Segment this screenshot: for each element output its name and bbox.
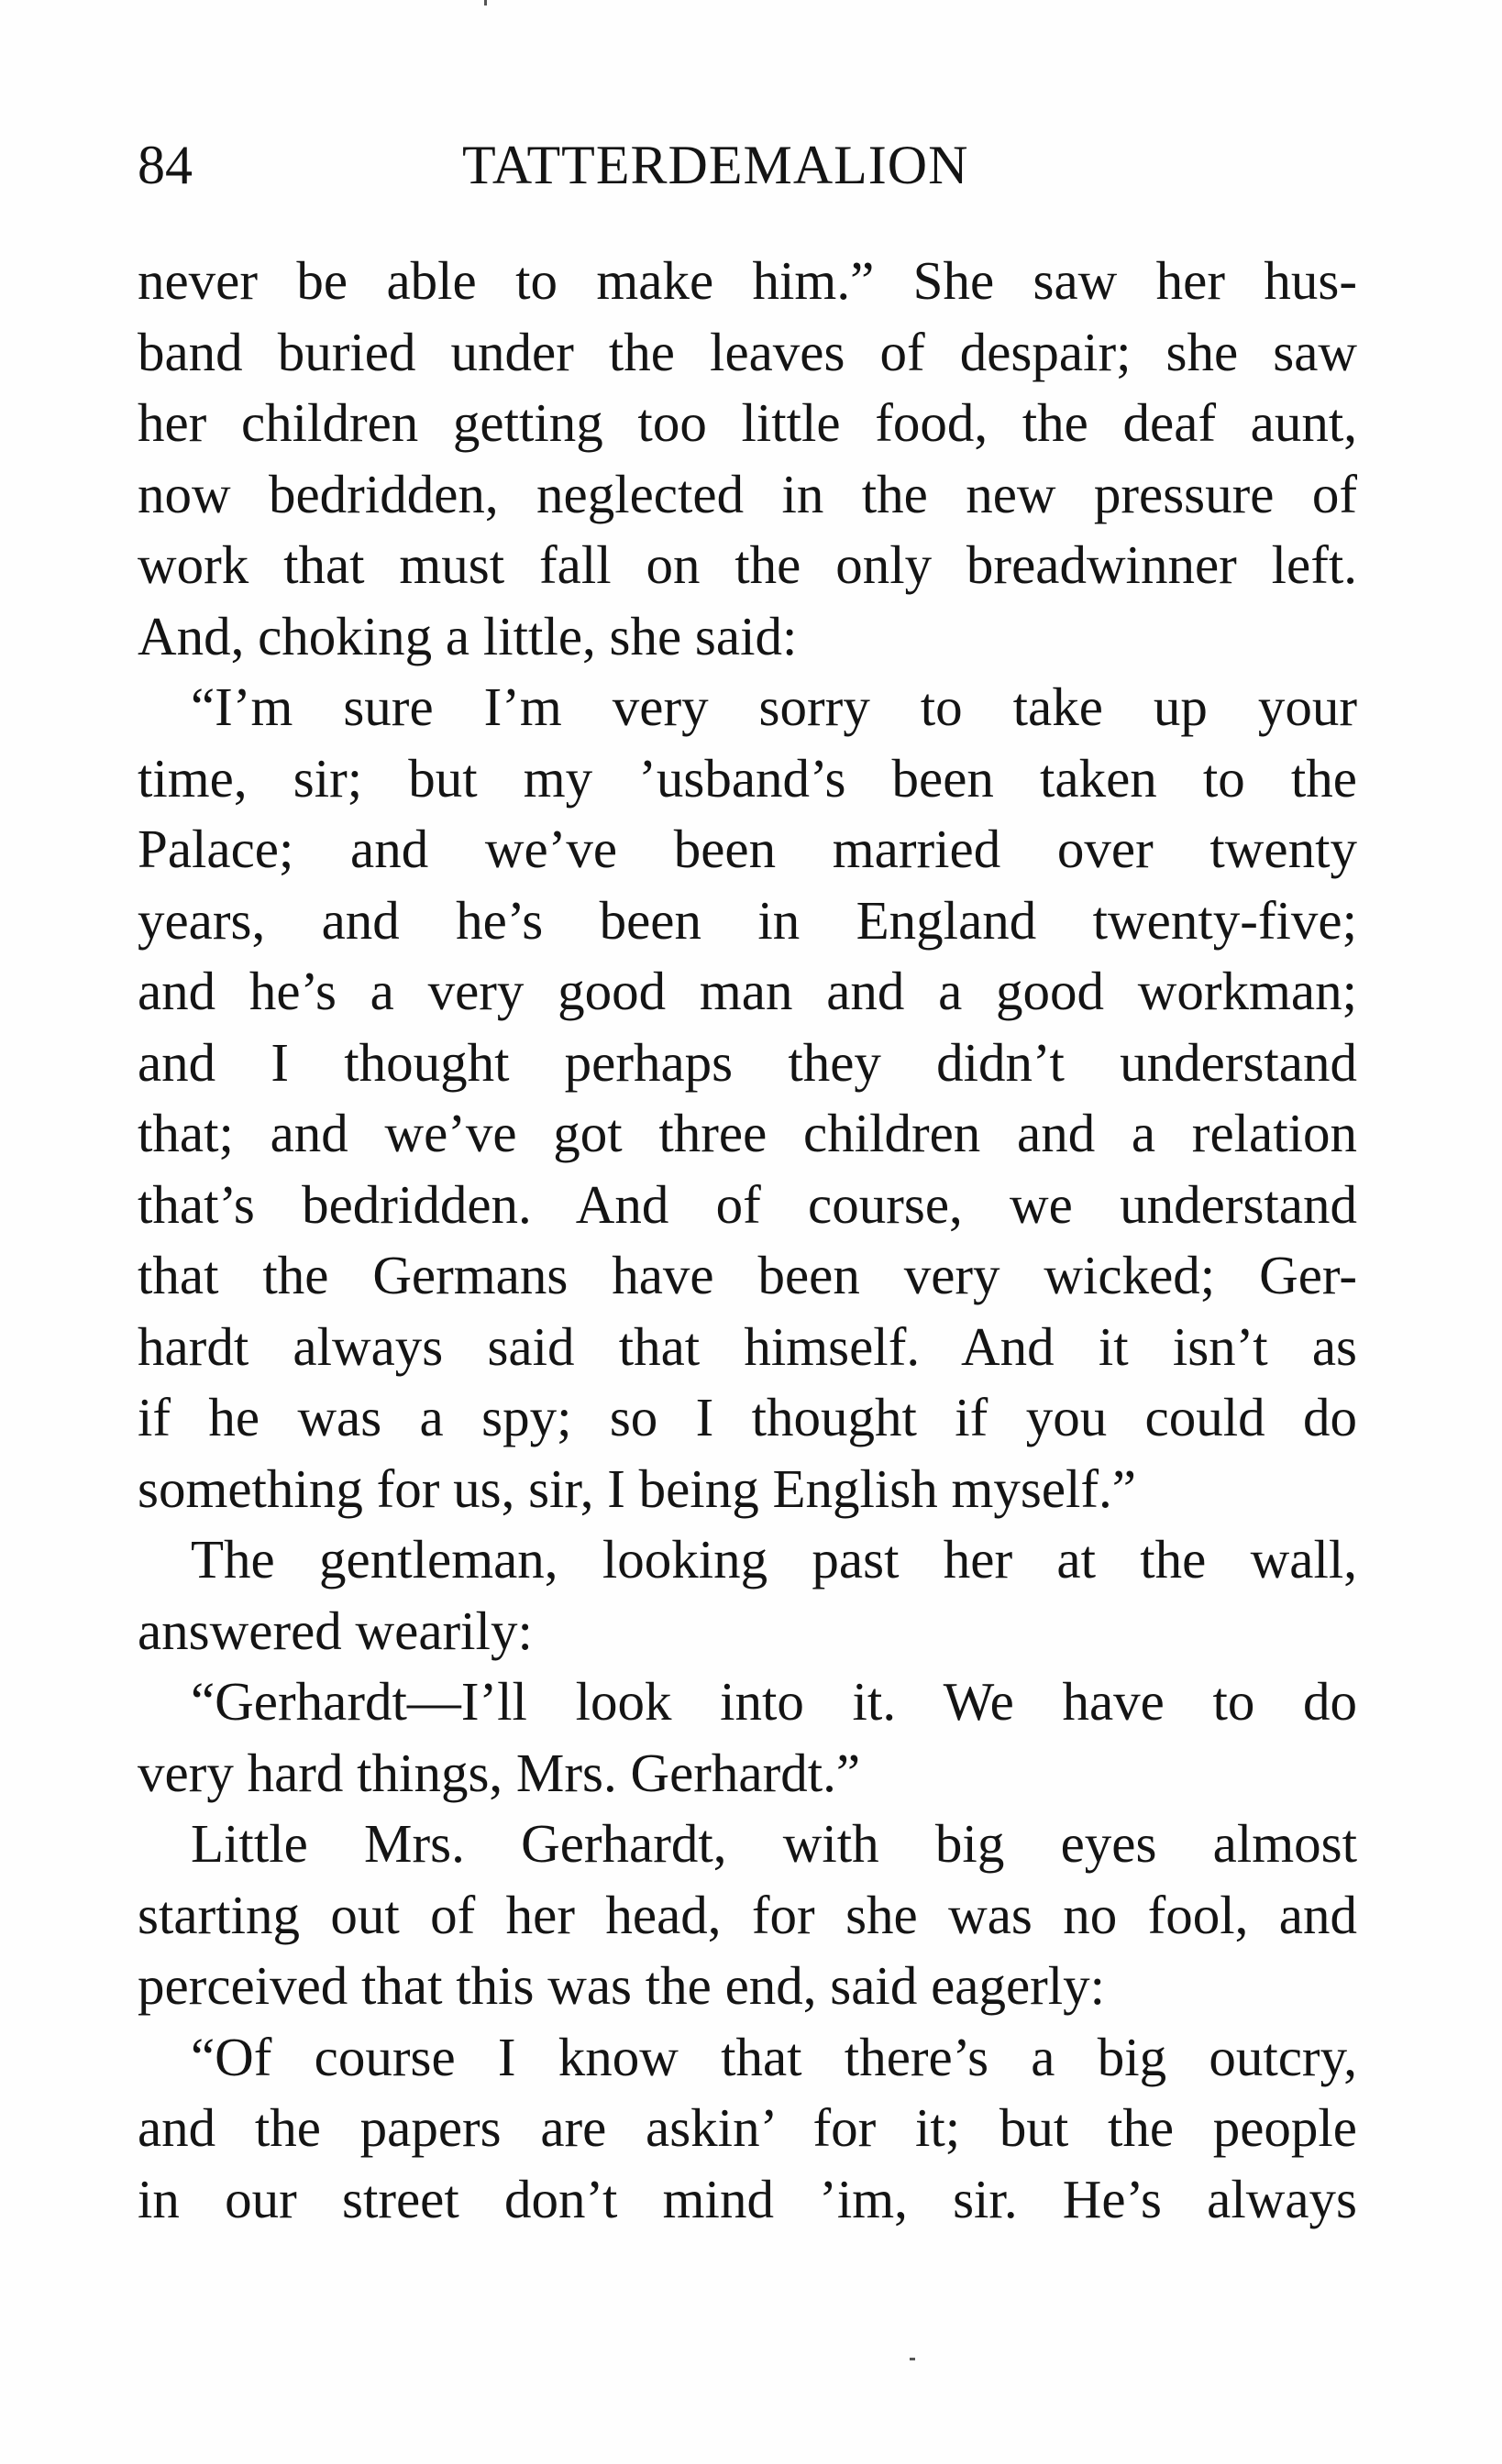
running-title: TATTERDEMALION	[462, 135, 969, 195]
text-line: her children getting too little food, the deaf aunt,	[138, 392, 1357, 453]
text-line: starting out of her head, for she was no fool, and	[138, 1884, 1357, 1945]
text-line: and I thought perhaps they didn’t understand	[138, 1031, 1357, 1093]
text-line: And, choking a little, she said:	[138, 605, 798, 666]
text-line: very hard things, Mrs. Gerhardt.”	[138, 1742, 861, 1803]
text-line: work that must fall on the only breadwinner left.	[138, 534, 1357, 595]
text-line: Palace; and we’ve been married over twenty	[138, 819, 1357, 879]
text-line: hardt always said that himself. And it isn’t as	[138, 1315, 1357, 1377]
text-line: answered wearily:	[138, 1600, 533, 1661]
text-line: that the Germans have been very wicked; Ger-	[138, 1245, 1357, 1305]
text-line: “I’m sure I’m very sorry to take up your	[191, 676, 1357, 737]
scan-mark	[484, 0, 487, 6]
text-line: “Gerhardt—I’ll look into it. We have to do	[191, 1671, 1357, 1732]
text-line: never be able to make him.” She saw her hus-	[138, 250, 1357, 311]
text-line: something for us, sir, I being English myself.”	[138, 1458, 1136, 1519]
text-line: perceived that this was the end, said eagerly:	[138, 1955, 1106, 2016]
text-line: Little Mrs. Gerhardt, with big eyes almost	[191, 1813, 1357, 1874]
page-number: 84	[138, 135, 193, 195]
text-line: in our street don’t mind ’im, sir. He’s always	[138, 2168, 1357, 2229]
text-line: that; and we’ve got three children and a relation	[138, 1103, 1357, 1163]
body-text	[138, 246, 1357, 2235]
text-line: band buried under the leaves of despair; she saw	[138, 321, 1357, 382]
text-line: years, and he’s been in England twenty-five;	[138, 889, 1357, 951]
text-line: that’s bedridden. And of course, we understand	[138, 1173, 1357, 1235]
running-head	[138, 128, 1357, 202]
text-line: “Of course I know that there’s a big outcry,	[191, 2026, 1357, 2087]
text-line: now bedridden, neglected in the new pressure of	[138, 463, 1357, 524]
text-line: time, sir; but my ’usband’s been taken to the	[138, 747, 1357, 808]
text-line: The gentleman, looking past her at the wall,	[191, 1529, 1357, 1590]
scan-mark	[910, 2358, 915, 2360]
text-line: and the papers are askin’ for it; but the people	[138, 2097, 1357, 2158]
text-line: and he’s a very good man and a good workman;	[138, 961, 1357, 1021]
text-line: if he was a spy; so I thought if you could do	[138, 1387, 1357, 1447]
